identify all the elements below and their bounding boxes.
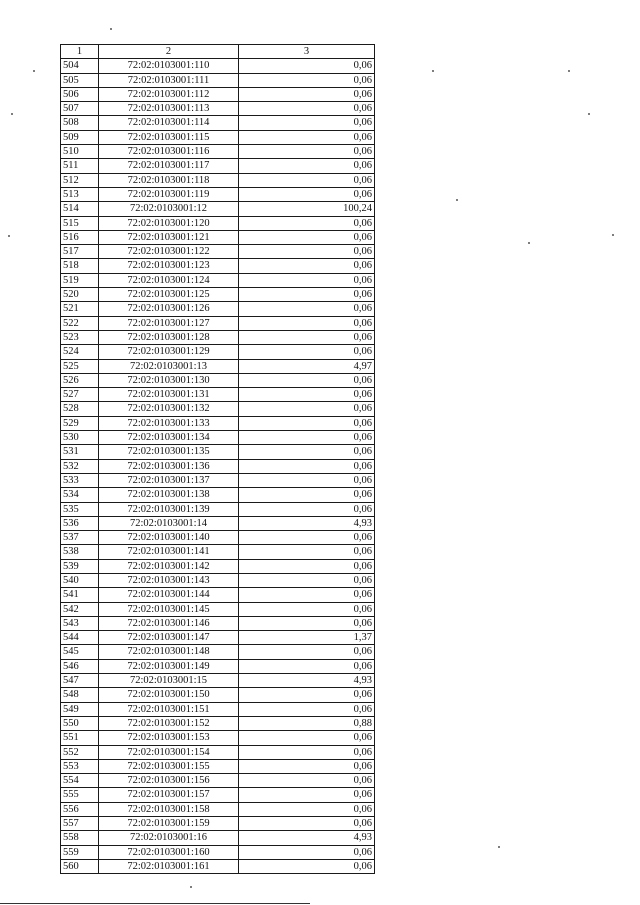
- table-row: [61, 259, 375, 273]
- table-row: [61, 216, 375, 230]
- cadastral-number: 72:02:0103001:132: [99, 402, 239, 416]
- row-number: 515: [61, 216, 99, 230]
- row-number: 508: [61, 116, 99, 130]
- row-value: 0,06: [239, 645, 375, 659]
- row-value: 0,06: [239, 130, 375, 144]
- table-body: [61, 59, 375, 874]
- row-value: 1,37: [239, 631, 375, 645]
- cadastral-number: 72:02:0103001:150: [99, 688, 239, 702]
- table-row: [61, 416, 375, 430]
- row-number: 511: [61, 159, 99, 173]
- table-row: [61, 402, 375, 416]
- table-row: [61, 145, 375, 159]
- row-number: 519: [61, 273, 99, 287]
- table-row: [61, 802, 375, 816]
- table-row: [61, 388, 375, 402]
- cadastral-number: 72:02:0103001:143: [99, 573, 239, 587]
- table-row: [61, 87, 375, 101]
- row-value: 0,06: [239, 145, 375, 159]
- row-value: 0,06: [239, 245, 375, 259]
- table-row: [61, 373, 375, 387]
- row-number: 534: [61, 488, 99, 502]
- row-value: 0,06: [239, 345, 375, 359]
- table-row: [61, 688, 375, 702]
- table-row: [61, 716, 375, 730]
- table-row: [61, 674, 375, 688]
- table-row: [61, 702, 375, 716]
- table-row: [61, 302, 375, 316]
- row-value: 0,06: [239, 774, 375, 788]
- table-row: [61, 159, 375, 173]
- row-number: 541: [61, 588, 99, 602]
- table-row: [61, 616, 375, 630]
- table-row: [61, 116, 375, 130]
- cadastral-number: 72:02:0103001:127: [99, 316, 239, 330]
- cadastral-number: 72:02:0103001:137: [99, 473, 239, 487]
- cadastral-number: 72:02:0103001:130: [99, 373, 239, 387]
- row-value: 0,06: [239, 702, 375, 716]
- table-row: [61, 173, 375, 187]
- row-number: 509: [61, 130, 99, 144]
- header-row: [61, 45, 375, 59]
- row-value: 0,06: [239, 259, 375, 273]
- table-row: [61, 745, 375, 759]
- cadastral-number: 72:02:0103001:118: [99, 173, 239, 187]
- row-number: 535: [61, 502, 99, 516]
- row-value: 0,06: [239, 488, 375, 502]
- cadastral-table: [60, 44, 375, 874]
- row-number: 510: [61, 145, 99, 159]
- row-number: 506: [61, 87, 99, 101]
- cadastral-number: 72:02:0103001:128: [99, 330, 239, 344]
- table-row: [61, 817, 375, 831]
- row-value: 4,93: [239, 831, 375, 845]
- row-number: 542: [61, 602, 99, 616]
- row-value: 0,06: [239, 688, 375, 702]
- table-row: [61, 202, 375, 216]
- row-value: 0,06: [239, 230, 375, 244]
- row-number: 523: [61, 330, 99, 344]
- table-row: [61, 230, 375, 244]
- cadastral-number: 72:02:0103001:113: [99, 102, 239, 116]
- row-number: 548: [61, 688, 99, 702]
- row-value: 0,06: [239, 473, 375, 487]
- scan-speck: [110, 28, 112, 30]
- table-row: [61, 859, 375, 873]
- row-number: 538: [61, 545, 99, 559]
- table-header: [61, 45, 375, 59]
- row-value: 0,06: [239, 802, 375, 816]
- row-number: 530: [61, 431, 99, 445]
- row-number: 546: [61, 659, 99, 673]
- row-number: 512: [61, 173, 99, 187]
- cadastral-number: 72:02:0103001:154: [99, 745, 239, 759]
- column-header-number: 1: [61, 45, 99, 59]
- row-value: 0,06: [239, 288, 375, 302]
- table-row: [61, 602, 375, 616]
- scan-speck: [11, 113, 13, 115]
- row-number: 544: [61, 631, 99, 645]
- cadastral-number: 72:02:0103001:157: [99, 788, 239, 802]
- cadastral-number: 72:02:0103001:158: [99, 802, 239, 816]
- table-row: [61, 531, 375, 545]
- row-value: 0,06: [239, 187, 375, 201]
- row-value: 0,06: [239, 817, 375, 831]
- cadastral-number: 72:02:0103001:160: [99, 845, 239, 859]
- row-value: 0,06: [239, 573, 375, 587]
- row-number: 543: [61, 616, 99, 630]
- table-row: [61, 645, 375, 659]
- row-number: 505: [61, 73, 99, 87]
- cadastral-number: 72:02:0103001:119: [99, 187, 239, 201]
- row-number: 532: [61, 459, 99, 473]
- row-value: 0,06: [239, 330, 375, 344]
- cadastral-number: 72:02:0103001:146: [99, 616, 239, 630]
- row-number: 516: [61, 230, 99, 244]
- row-value: 0,06: [239, 745, 375, 759]
- cadastral-number: 72:02:0103001:159: [99, 817, 239, 831]
- row-number: 528: [61, 402, 99, 416]
- table-row: [61, 831, 375, 845]
- cadastral-number: 72:02:0103001:126: [99, 302, 239, 316]
- row-number: 554: [61, 774, 99, 788]
- row-number: 525: [61, 359, 99, 373]
- table-row: [61, 502, 375, 516]
- cadastral-number: 72:02:0103001:145: [99, 602, 239, 616]
- table-row: [61, 245, 375, 259]
- row-number: 560: [61, 859, 99, 873]
- cadastral-number: 72:02:0103001:152: [99, 716, 239, 730]
- row-value: 4,97: [239, 359, 375, 373]
- table-row: [61, 431, 375, 445]
- row-number: 559: [61, 845, 99, 859]
- row-number: 555: [61, 788, 99, 802]
- row-value: 0,06: [239, 388, 375, 402]
- row-value: 0,06: [239, 531, 375, 545]
- row-number: 507: [61, 102, 99, 116]
- cadastral-number: 72:02:0103001:139: [99, 502, 239, 516]
- row-value: 4,93: [239, 674, 375, 688]
- cadastral-number: 72:02:0103001:138: [99, 488, 239, 502]
- cadastral-number: 72:02:0103001:123: [99, 259, 239, 273]
- row-number: 524: [61, 345, 99, 359]
- row-number: 536: [61, 516, 99, 530]
- cadastral-number: 72:02:0103001:16: [99, 831, 239, 845]
- row-number: 550: [61, 716, 99, 730]
- table-row: [61, 559, 375, 573]
- cadastral-number: 72:02:0103001:161: [99, 859, 239, 873]
- row-number: 549: [61, 702, 99, 716]
- table-row: [61, 545, 375, 559]
- row-number: 513: [61, 187, 99, 201]
- row-number: 520: [61, 288, 99, 302]
- table-row: [61, 488, 375, 502]
- table-row: [61, 59, 375, 73]
- cadastral-number: 72:02:0103001:131: [99, 388, 239, 402]
- row-value: 0,06: [239, 159, 375, 173]
- row-value: 0,06: [239, 73, 375, 87]
- scan-speck: [498, 846, 500, 848]
- row-value: 0,06: [239, 859, 375, 873]
- row-value: 0,06: [239, 59, 375, 73]
- row-value: 0,06: [239, 616, 375, 630]
- row-value: 0,06: [239, 116, 375, 130]
- cadastral-number: 72:02:0103001:149: [99, 659, 239, 673]
- cadastral-number: 72:02:0103001:133: [99, 416, 239, 430]
- row-value: 0,06: [239, 302, 375, 316]
- table-row: [61, 273, 375, 287]
- cadastral-number: 72:02:0103001:156: [99, 774, 239, 788]
- row-value: 0,06: [239, 373, 375, 387]
- row-number: 504: [61, 59, 99, 73]
- table-row: [61, 731, 375, 745]
- table-row: [61, 845, 375, 859]
- cadastral-number: 72:02:0103001:112: [99, 87, 239, 101]
- row-number: 527: [61, 388, 99, 402]
- cadastral-number: 72:02:0103001:135: [99, 445, 239, 459]
- row-value: 0,88: [239, 716, 375, 730]
- row-value: 0,06: [239, 502, 375, 516]
- row-number: 540: [61, 573, 99, 587]
- scan-speck: [33, 70, 35, 72]
- table-row: [61, 316, 375, 330]
- row-number: 537: [61, 531, 99, 545]
- page-bottom-rule: [0, 903, 310, 904]
- cadastral-number: 72:02:0103001:120: [99, 216, 239, 230]
- table-row: [61, 359, 375, 373]
- row-number: 547: [61, 674, 99, 688]
- row-number: 556: [61, 802, 99, 816]
- table-row: [61, 659, 375, 673]
- row-value: 0,06: [239, 102, 375, 116]
- table-row: [61, 330, 375, 344]
- row-value: 0,06: [239, 545, 375, 559]
- row-value: 0,06: [239, 173, 375, 187]
- table-row: [61, 631, 375, 645]
- row-value: 0,06: [239, 845, 375, 859]
- cadastral-number: 72:02:0103001:117: [99, 159, 239, 173]
- cadastral-number: 72:02:0103001:122: [99, 245, 239, 259]
- cadastral-number: 72:02:0103001:110: [99, 59, 239, 73]
- row-value: 0,06: [239, 431, 375, 445]
- table-row: [61, 774, 375, 788]
- cadastral-number: 72:02:0103001:140: [99, 531, 239, 545]
- row-number: 518: [61, 259, 99, 273]
- row-value: 0,06: [239, 559, 375, 573]
- table-row: [61, 73, 375, 87]
- scan-speck: [432, 70, 434, 72]
- row-value: 0,06: [239, 588, 375, 602]
- row-number: 514: [61, 202, 99, 216]
- table-row: [61, 130, 375, 144]
- table-row: [61, 516, 375, 530]
- row-value: 0,06: [239, 416, 375, 430]
- table-row: [61, 473, 375, 487]
- row-value: 100,24: [239, 202, 375, 216]
- cadastral-number: 72:02:0103001:153: [99, 731, 239, 745]
- table-row: [61, 187, 375, 201]
- row-number: 545: [61, 645, 99, 659]
- row-value: 0,06: [239, 731, 375, 745]
- row-number: 533: [61, 473, 99, 487]
- cadastral-number: 72:02:0103001:15: [99, 674, 239, 688]
- row-number: 517: [61, 245, 99, 259]
- table-row: [61, 459, 375, 473]
- row-number: 531: [61, 445, 99, 459]
- row-value: 0,06: [239, 445, 375, 459]
- table-row: [61, 288, 375, 302]
- column-header-value: 3: [239, 45, 375, 59]
- cadastral-number: 72:02:0103001:13: [99, 359, 239, 373]
- row-value: 0,06: [239, 402, 375, 416]
- cadastral-number: 72:02:0103001:147: [99, 631, 239, 645]
- table-row: [61, 759, 375, 773]
- scan-speck: [456, 199, 458, 201]
- table-row: [61, 573, 375, 587]
- row-number: 526: [61, 373, 99, 387]
- scan-speck: [568, 70, 570, 72]
- row-value: 0,06: [239, 87, 375, 101]
- row-number: 521: [61, 302, 99, 316]
- scan-speck: [8, 235, 10, 237]
- row-number: 551: [61, 731, 99, 745]
- cadastral-number: 72:02:0103001:114: [99, 116, 239, 130]
- row-value: 4,93: [239, 516, 375, 530]
- scan-speck: [612, 234, 614, 236]
- row-value: 0,06: [239, 659, 375, 673]
- row-value: 0,06: [239, 788, 375, 802]
- table-row: [61, 788, 375, 802]
- row-value: 0,06: [239, 459, 375, 473]
- table-row: [61, 345, 375, 359]
- cadastral-number: 72:02:0103001:155: [99, 759, 239, 773]
- row-number: 553: [61, 759, 99, 773]
- scan-speck: [588, 113, 590, 115]
- cadastral-number: 72:02:0103001:116: [99, 145, 239, 159]
- scan-speck: [190, 886, 192, 888]
- cadastral-number: 72:02:0103001:115: [99, 130, 239, 144]
- row-number: 558: [61, 831, 99, 845]
- row-value: 0,06: [239, 602, 375, 616]
- table-row: [61, 588, 375, 602]
- cadastral-number: 72:02:0103001:148: [99, 645, 239, 659]
- column-header-cadastral-number: 2: [99, 45, 239, 59]
- cadastral-number: 72:02:0103001:134: [99, 431, 239, 445]
- row-number: 539: [61, 559, 99, 573]
- scan-speck: [528, 242, 530, 244]
- row-value: 0,06: [239, 316, 375, 330]
- row-number: 552: [61, 745, 99, 759]
- cadastral-number: 72:02:0103001:124: [99, 273, 239, 287]
- cadastral-number: 72:02:0103001:14: [99, 516, 239, 530]
- cadastral-number: 72:02:0103001:12: [99, 202, 239, 216]
- table-row: [61, 445, 375, 459]
- row-value: 0,06: [239, 273, 375, 287]
- cadastral-number: 72:02:0103001:144: [99, 588, 239, 602]
- cadastral-number: 72:02:0103001:125: [99, 288, 239, 302]
- cadastral-number: 72:02:0103001:151: [99, 702, 239, 716]
- row-value: 0,06: [239, 216, 375, 230]
- row-number: 529: [61, 416, 99, 430]
- cadastral-number: 72:02:0103001:129: [99, 345, 239, 359]
- table-row: [61, 102, 375, 116]
- cadastral-number: 72:02:0103001:141: [99, 545, 239, 559]
- cadastral-number: 72:02:0103001:111: [99, 73, 239, 87]
- row-number: 522: [61, 316, 99, 330]
- cadastral-number: 72:02:0103001:142: [99, 559, 239, 573]
- cadastral-number: 72:02:0103001:136: [99, 459, 239, 473]
- row-value: 0,06: [239, 759, 375, 773]
- cadastral-number: 72:02:0103001:121: [99, 230, 239, 244]
- row-number: 557: [61, 817, 99, 831]
